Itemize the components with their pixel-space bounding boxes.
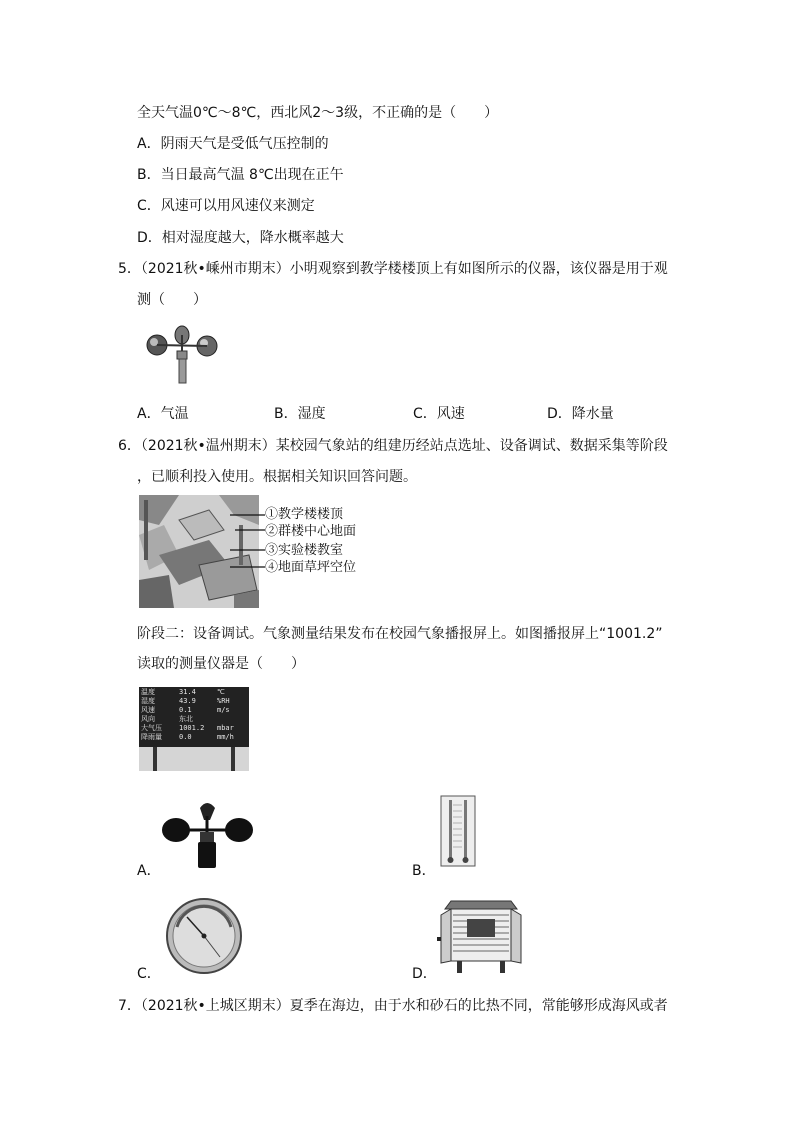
weather-broadcast-board bbox=[139, 687, 249, 771]
site-label-4: ④地面草坪空位 bbox=[265, 560, 357, 575]
board-row: 湿度 43.9 %RH bbox=[141, 697, 230, 705]
weather-screen-icon bbox=[437, 897, 522, 975]
choice-a-image bbox=[160, 798, 255, 870]
site-label-2: ②群楼中心地面 bbox=[265, 524, 357, 539]
choice-c-image bbox=[165, 897, 243, 975]
choice-d-label: D． bbox=[412, 966, 437, 982]
board-row: 风向 东北 bbox=[141, 715, 193, 723]
q4-option-a: A．阴雨天气是受低气压控制的 bbox=[137, 136, 329, 152]
q6-stem-line1: 6．（2021秋•温州期末）某校园气象站的组建历经站点选址、设备调试、数据采集等阶段 bbox=[118, 438, 668, 454]
q5-option-a: A．气温 bbox=[137, 406, 189, 422]
thermometer-icon bbox=[440, 795, 476, 867]
q4-option-c: C．风速可以用风速仪来测定 bbox=[137, 198, 315, 214]
q4-option-b: B．当日最高气温 8℃出现在正午 bbox=[137, 167, 344, 183]
board-row: 温度 31.4 ℃ bbox=[141, 688, 225, 696]
q4-stem: 全天气温0℃～8℃，西北风2～3级，不正确的是（ ） bbox=[137, 105, 499, 121]
board-row: 降雨量 0.0 mm/h bbox=[141, 733, 234, 741]
board-rows bbox=[141, 688, 247, 742]
anemometer-photo bbox=[143, 323, 223, 385]
q5-option-c: C．风速 bbox=[413, 406, 465, 422]
board-row: 风速 0.1 m/s bbox=[141, 706, 230, 714]
q7-stem-line1: 7．（2021秋•上城区期末）夏季在海边，由于水和砂石的比热不同，常能够形成海风或者 bbox=[118, 998, 668, 1014]
q5-stem-line2: 测（ ） bbox=[137, 292, 207, 308]
barometer-icon bbox=[165, 897, 243, 975]
site-pointer-lines bbox=[230, 505, 270, 575]
choice-b-image bbox=[440, 795, 476, 867]
q5-stem-line1: 5．（2021秋•嵊州市期末）小明观察到教学楼楼顶上有如图所示的仪器，该仪器是用于观 bbox=[118, 261, 668, 277]
q6-stage-line1: 阶段二：设备调试。气象测量结果发布在校园气象播报屏上。如图播报屏上“1001.2” bbox=[137, 626, 663, 642]
choice-b-label: B． bbox=[412, 863, 436, 879]
board-row: 大气压 1001.2 mbar bbox=[141, 724, 234, 732]
q6-stem-line2: ，已顺利投入使用。根据相关知识回答问题。 bbox=[137, 469, 417, 485]
anemometer-icon bbox=[143, 323, 223, 385]
site-label-1: ①教学楼楼顶 bbox=[265, 507, 344, 522]
q6-stage-line2: 读取的测量仪器是（ ） bbox=[137, 656, 305, 672]
anemometer-icon bbox=[160, 798, 255, 870]
q5-option-b: B．湿度 bbox=[274, 406, 326, 422]
site-label-3: ③实验楼教室 bbox=[265, 543, 344, 558]
q5-option-d: D．降水量 bbox=[547, 406, 614, 422]
choice-c-label: C． bbox=[137, 966, 161, 982]
choice-a-label: A． bbox=[137, 863, 161, 879]
q4-option-d: D．相对湿度越大，降水概率越大 bbox=[137, 230, 344, 246]
choice-d-image bbox=[437, 897, 522, 975]
